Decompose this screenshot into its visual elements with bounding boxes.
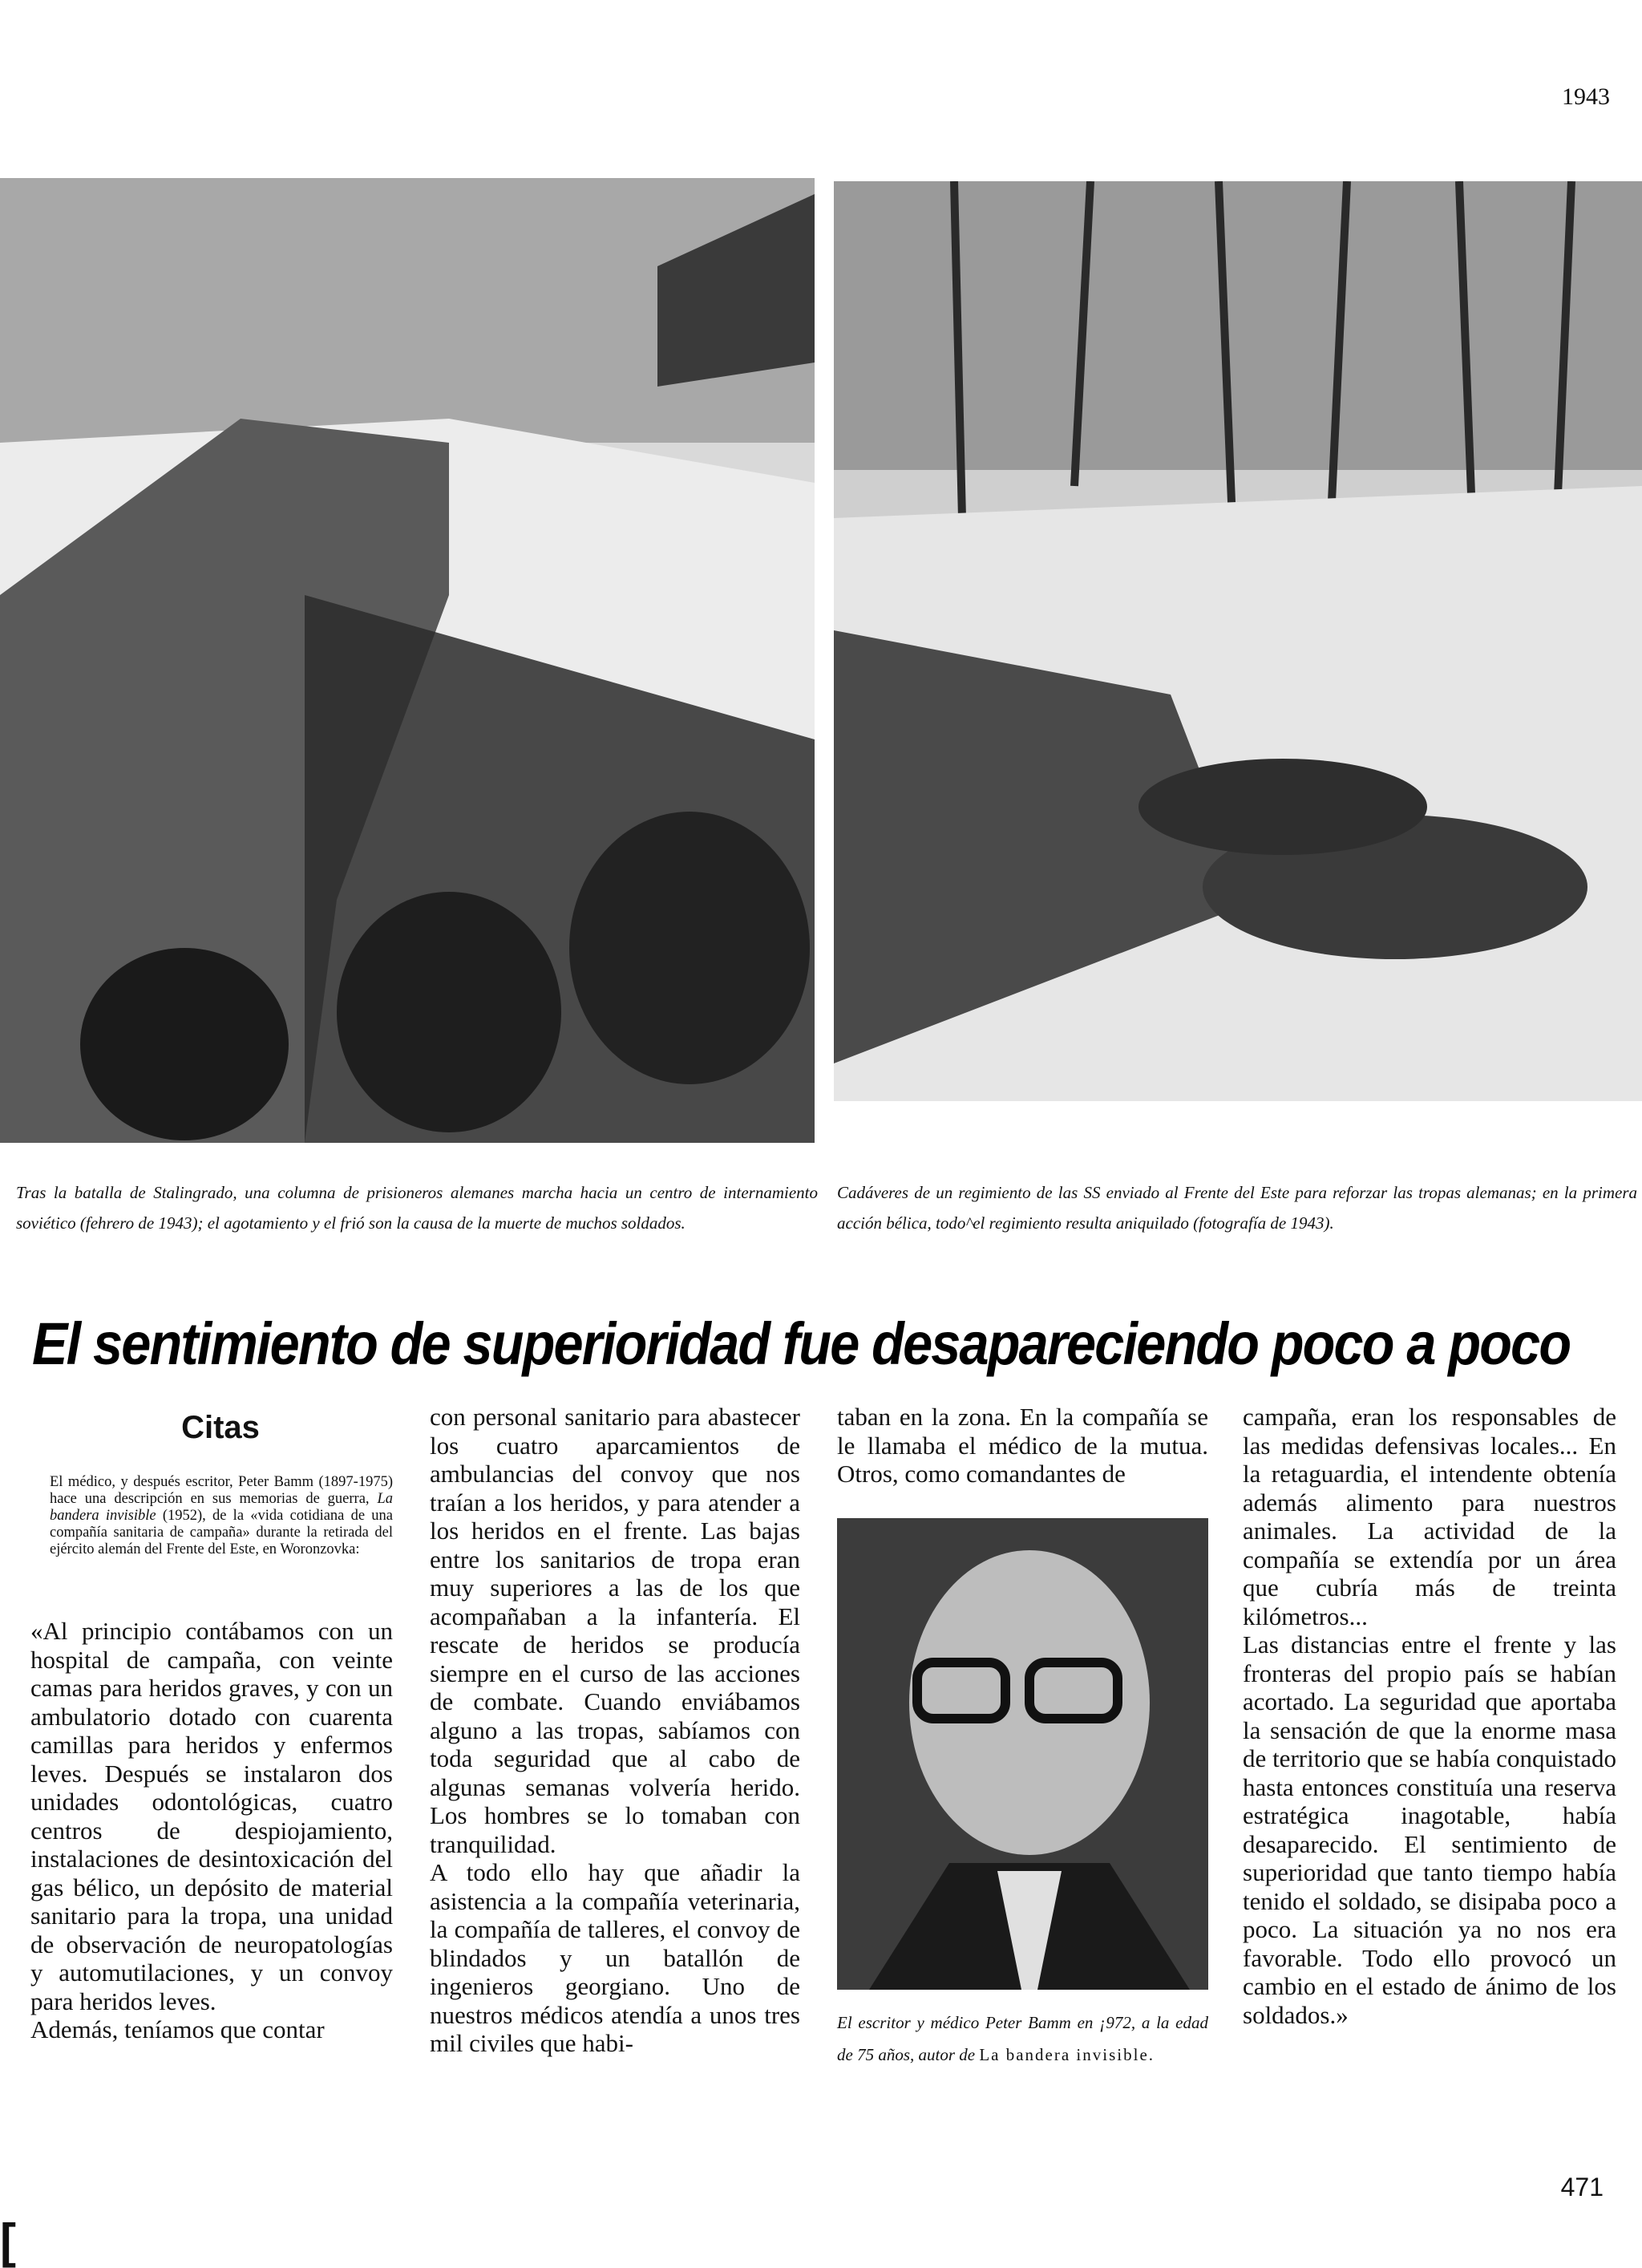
body-column-4 <box>1243 1403 1616 2029</box>
article-headline: El sentimiento de superioridad fue desapareciendo poco a poco <box>32 1310 1571 1377</box>
running-head-year: 1943 <box>1562 83 1610 110</box>
body-column-2 <box>430 1403 800 2058</box>
corner-mark: [ <box>0 2214 16 2268</box>
caption-right-photo: Cadáveres de un regimiento de las SS enviado al Frente del Este para reforzar las tropas alemanas; en la primera acción bélica, todo^el regimiento resulta aniquilado (fotografía de 1943). <box>837 1183 1637 1233</box>
page-number: 471 <box>1560 2173 1604 2201</box>
paragraph: «Al principio contábamos con un hospital de campaña, con veinte camas para heridos graves, y con un ambulatorio dotado con cuarenta camillas para heridos y enfermos leves. Después se instalaron dos unidades odontológicas, cuatro centros de despiojamiento, instalaciones de desintoxicación del gas bélico, un depósito de material sanitario para la tropa, una unidad de observación de neuropatologías y automutilaciones, y un convoy para heridos leves. <box>30 1617 393 2015</box>
paragraph: A todo ello hay que añadir la asistencia a la compañía veterinaria, la compañía de talleres, el convoy de blindados y un batallón de ingenieros georgiano. Uno de nuestros médicos atendía a unos tres mil civiles que habi- <box>430 1858 800 2057</box>
paragraph: con personal sanitario para abastecer los cuatro aparcamientos de ambulancias del convoy que nos traían a los heridos, y para atender a los heridos en el frente. Las bajas entre los sanitarios de tropa eran muy superiores a las de los que acompañaban a la infantería. El rescate de heridos se producía siempre en el curso de las acciones de combate. Cuando enviábamos alguno a las tropas, sabíamos con toda seguridad que al cabo de algunas semanas volvería herido. Los hombres se lo tomaban con tranquilidad. <box>430 1403 800 1858</box>
paragraph: Las distancias entre el frente y las fronteras del propio país se habían acortado. La seguridad que aportaba la sensación de que la enorme masa de territorio que se había conquistado hasta entonces constituía una reserva estratégica inagotable, había desaparecido. El sentimiento de superioridad que tanto tiempo había tenido el soldado, se disipaba poco a poco. La situación ya no nos era favorable. Todo ello provocó un cambio en el estado de ánimo de los soldados.» <box>1243 1630 1616 2029</box>
photo-peter-bamm-portrait <box>837 1518 1208 1990</box>
sidebar-intro: El médico, y después escritor, Peter Bamm (1897-1975) hace una descripción en sus memorias de guerra, La bandera invisible (1952), de la «vida cotidiana de una compañía sanitaria de campaña» durante la retirada del ejército alemán del Frente del Este, en Woronzovka: <box>50 1474 394 1557</box>
body-column-3 <box>837 1403 1208 1488</box>
paragraph: taban en la zona. En la compañía se le llamaba el médico de la mutua. Otros, como comandantes de <box>837 1403 1208 1488</box>
body-column-1 <box>30 1617 393 2044</box>
caption-portrait: El escritor y médico Peter Bamm en ¡972, a la edad de 75 años, autor de La bandera invisible. <box>837 2013 1208 2064</box>
paragraph: campaña, eran los responsables de las medidas defensivas locales... En la retaguardia, el intendente obtenía además alimento para nuestros animales. La actividad de la compañía se extendía por un área que cubría más de treinta kilómetros... <box>1243 1403 1616 1630</box>
photo-prisoners-column <box>0 178 815 1143</box>
caption-left-photo: Tras la batalla de Stalingrado, una columna de prisioneros alemanes marcha hacia un centro de internamiento soviético (fehrero de 1943); el agotamiento y el frió son la causa de la muerte de muchos soldados. <box>16 1183 818 1233</box>
photo-ss-regiment <box>834 181 1642 1101</box>
sidebar-title: Citas <box>181 1410 260 1445</box>
paragraph: Además, teníamos que contar <box>30 2015 325 2043</box>
